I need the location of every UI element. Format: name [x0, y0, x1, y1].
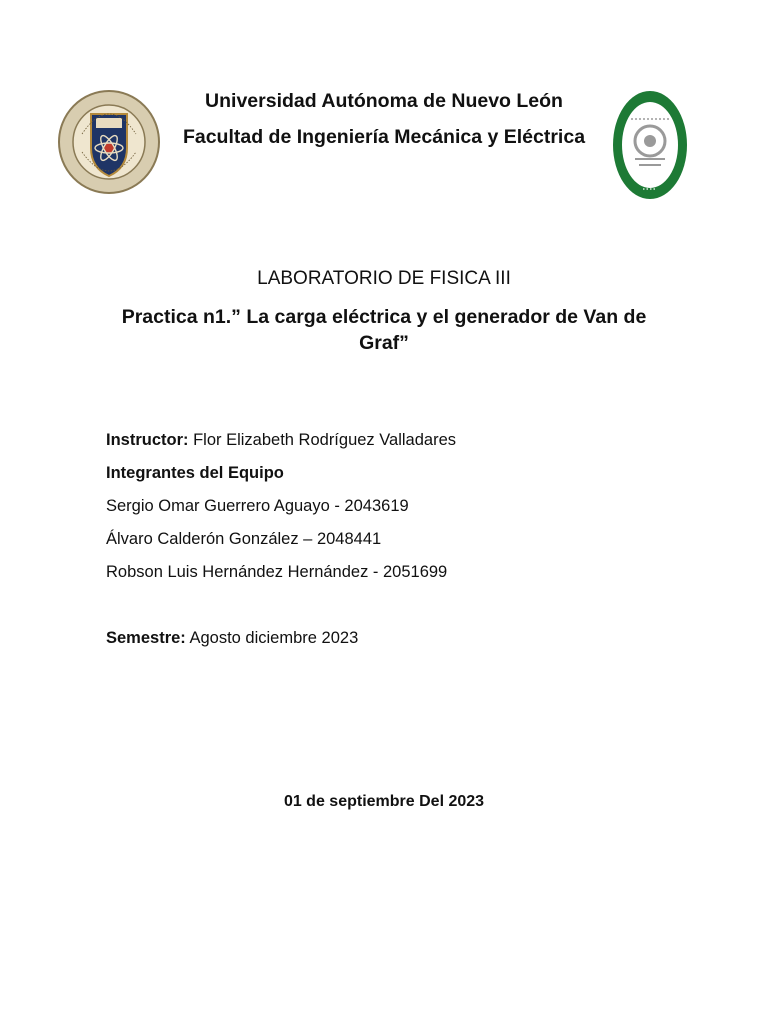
document-date: 01 de septiembre Del 2023 [283, 793, 485, 810]
team-member: Robson Luis Hernández Hernández - 2051699 [106, 563, 448, 581]
team-heading: Integrantes del Equipo [106, 464, 284, 482]
semester-label: Semestre: [106, 629, 186, 647]
instructor-line [106, 431, 456, 450]
team-member: Sergio Omar Guerrero Aguayo - 2043619 [106, 497, 409, 515]
faculty-name: Facultad de Ingeniería Mecánica y Eléctrica [182, 126, 586, 148]
instructor-name: Flor Elizabeth Rodríguez Valladares [188, 431, 456, 449]
semester-line [106, 629, 358, 648]
university-name: Universidad Autónoma de Nuevo León [205, 90, 563, 112]
semester-value: Agosto diciembre 2023 [185, 629, 359, 647]
practice-title: Practica n1.” La carga eléctrica y el generador de Van de Graf” [121, 306, 647, 354]
instructor-label: Instructor: [106, 431, 189, 449]
course-title: LABORATORIO DE FISICA III [257, 268, 511, 289]
team-member: Álvaro Calderón González – 2048441 [106, 530, 382, 548]
